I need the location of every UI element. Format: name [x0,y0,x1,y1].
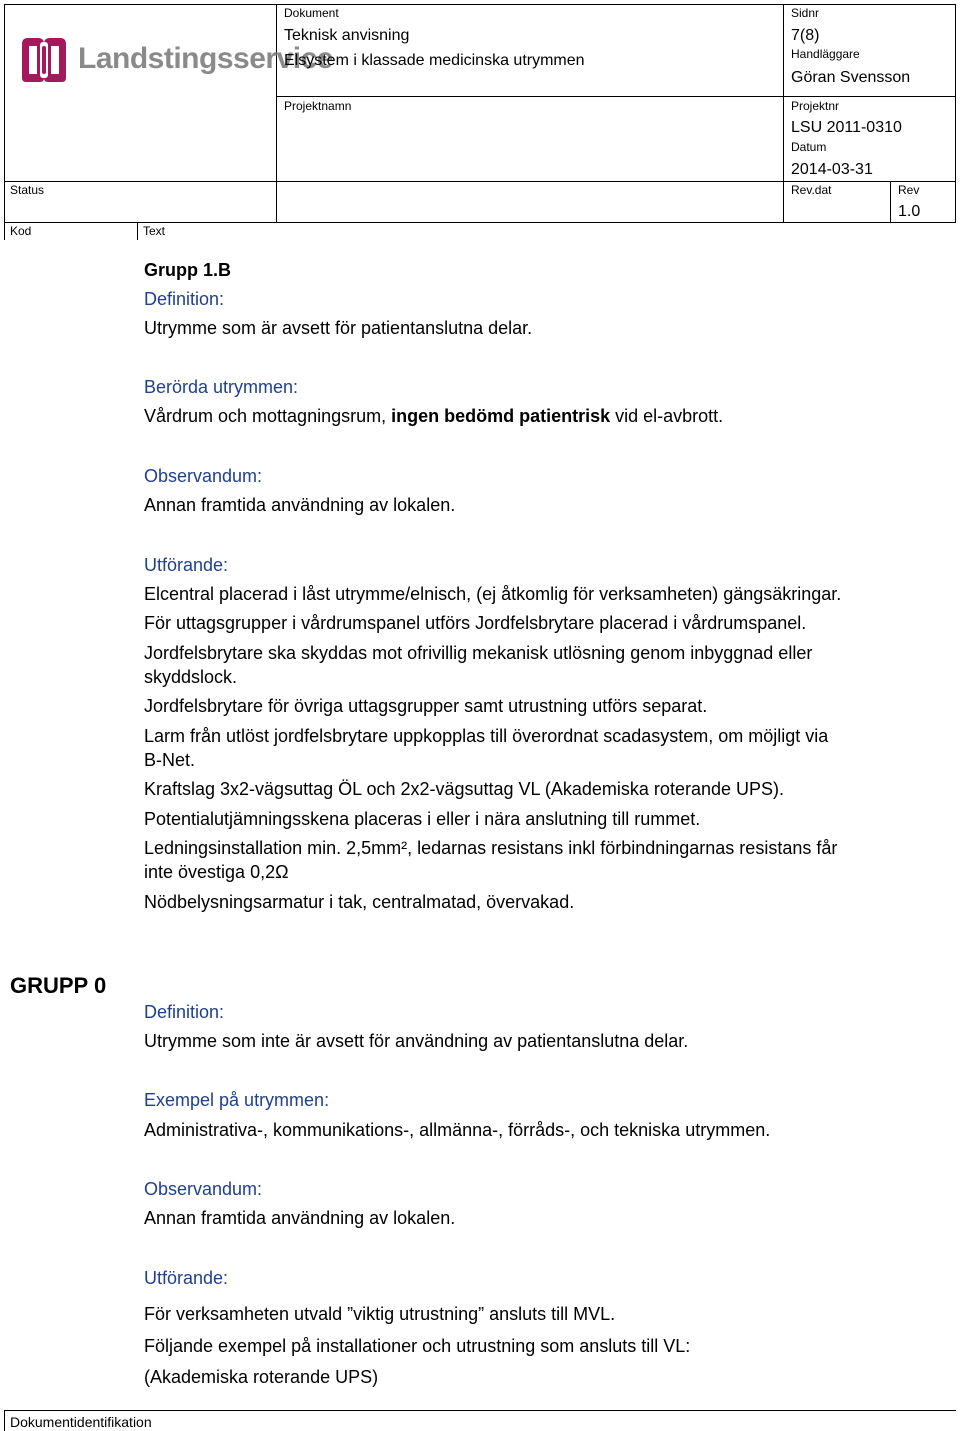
sidnr-divider [783,4,784,222]
berorda-pre: Vårdrum och mottagningsrum, [144,406,392,426]
utforande-line: inte övestiga 0,2Ω [144,862,289,882]
berorda-bold: ingen bedömd patientrisk [391,406,611,426]
utforande-line: Ledningsinstallation min. 2,5mm², ledarnas resistans inkl förbindningarnas resistans får [144,838,838,858]
status-rule [4,181,956,182]
header-right-border [955,4,956,222]
grupp1b-observandum-label: Observandum: [144,466,263,486]
grupp1b-berorda-label: Berörda utrymmen: [144,377,299,397]
utforande-line: För uttagsgrupper i vårdrumspanel utförs Jordfelsbrytare placerad i vårdrumspanel. [144,613,807,633]
kod-label: Kod [10,224,32,238]
header-top-border [4,4,956,5]
kod-rule [4,222,956,223]
projektnr-value: LSU 2011-0310 [791,119,902,136]
sidnr-value: 7(8) [791,27,820,44]
projektnr-label: Projektnr [791,99,840,113]
handlaggare-value: Göran Svensson [791,69,911,86]
footer-rule [4,1410,956,1411]
grupp1b-utforande-label: Utförande: [144,555,229,575]
datum-label: Datum [791,140,827,154]
handlaggare-label: Handläggare [791,47,860,61]
grupp0-definition-label: Definition: [144,1002,225,1022]
grupp1b-definition-label: Definition: [144,289,225,309]
text-label: Text [143,224,166,238]
utforande-line: Elcentral placerad i låst utrymme/elnisch, (ej åtkomlig för verksamheten) gängsäkringar. [144,584,842,604]
utforande-line: B-Net. [144,750,196,770]
revdat-label: Rev.dat [791,183,832,197]
projektnamn-label: Projektnamn [284,99,352,113]
datum-value: 2014-03-31 [791,161,873,178]
utforande-line: Kraftslag 3x2-vägsuttag ÖL och 2x2-vägsuttag VL (Akademiska roterande UPS). [144,779,784,799]
utforande-line: Jordfelsbrytare för övriga uttagsgrupper samt utrustning utförs separat. [144,696,708,716]
dokument-label: Dokument [284,6,339,20]
utforande-line: Jordfelsbrytare ska skyddas mot ofrivillig mekanisk utlösning genom inbyggnad eller [144,643,813,663]
grupp1b-definition-text: Utrymme som är avsett för patientanslutna delar. [144,318,533,338]
utforande-line: Larm från utlöst jordfelsbrytare uppkopplas till överordnat scadasystem, om möjligt via [144,726,829,746]
grupp0-utforande-line: (Akademiska roterande UPS) [144,1367,379,1387]
grupp0-definition-text: Utrymme som inte är avsett för användning av patientanslutna delar. [144,1031,689,1051]
dokumentidentifikation-label: Dokumentidentifikation [10,1414,152,1430]
landstingsservice-logo [16,34,333,86]
status-label: Status [10,183,45,197]
berorda-post: vid el-avbrott. [610,406,724,426]
dokument-title: Teknisk anvisning [284,27,410,44]
grupp0-utforande-line: Följande exempel på installationer och utrustning som ansluts till VL: [144,1336,691,1356]
logo-divider [276,4,277,222]
header-left-border [4,4,5,240]
grupp0-observandum-label: Observandum: [144,1179,263,1199]
rev-divider [890,181,891,222]
utforande-line: Potentialutjämningsskena placeras i eller i nära anslutning till rummet. [144,809,701,829]
utforande-line: skyddslock. [144,667,238,687]
utforande-line: Nödbelysningsarmatur i tak, centralmatad, övervakad. [144,892,575,912]
grupp1b-berorda-text [144,405,723,427]
kod-divider [137,222,138,240]
grupp0-utforande-line: För verksamheten utvald ”viktig utrustning” ansluts till MVL. [144,1304,616,1324]
rev-label: Rev [898,183,920,197]
grupp0-title: GRUPP 0 [10,973,107,998]
rev-value: 1.0 [898,203,921,220]
grupp0-exempel-label: Exempel på utrymmen: [144,1090,330,1110]
logo-mark-icon [16,34,72,86]
footer-left-border [4,1410,5,1431]
projektnamn-rule [276,96,956,97]
sidnr-label: Sidnr [791,6,820,20]
grupp0-utforande-label: Utförande: [144,1268,229,1288]
grupp1b-observandum-text: Annan framtida användning av lokalen. [144,495,456,515]
grupp1b-title: Grupp 1.B [144,260,232,280]
grupp0-observandum-text: Annan framtida användning av lokalen. [144,1208,456,1228]
dokument-subtitle: Elsystem i klassade medicinska utrymmen [284,52,585,69]
grupp0-exempel-text: Administrativa-, kommunikations-, allmänna-, förråds-, och tekniska utrymmen. [144,1120,771,1140]
logo-text: Landstingsservice [78,42,333,75]
